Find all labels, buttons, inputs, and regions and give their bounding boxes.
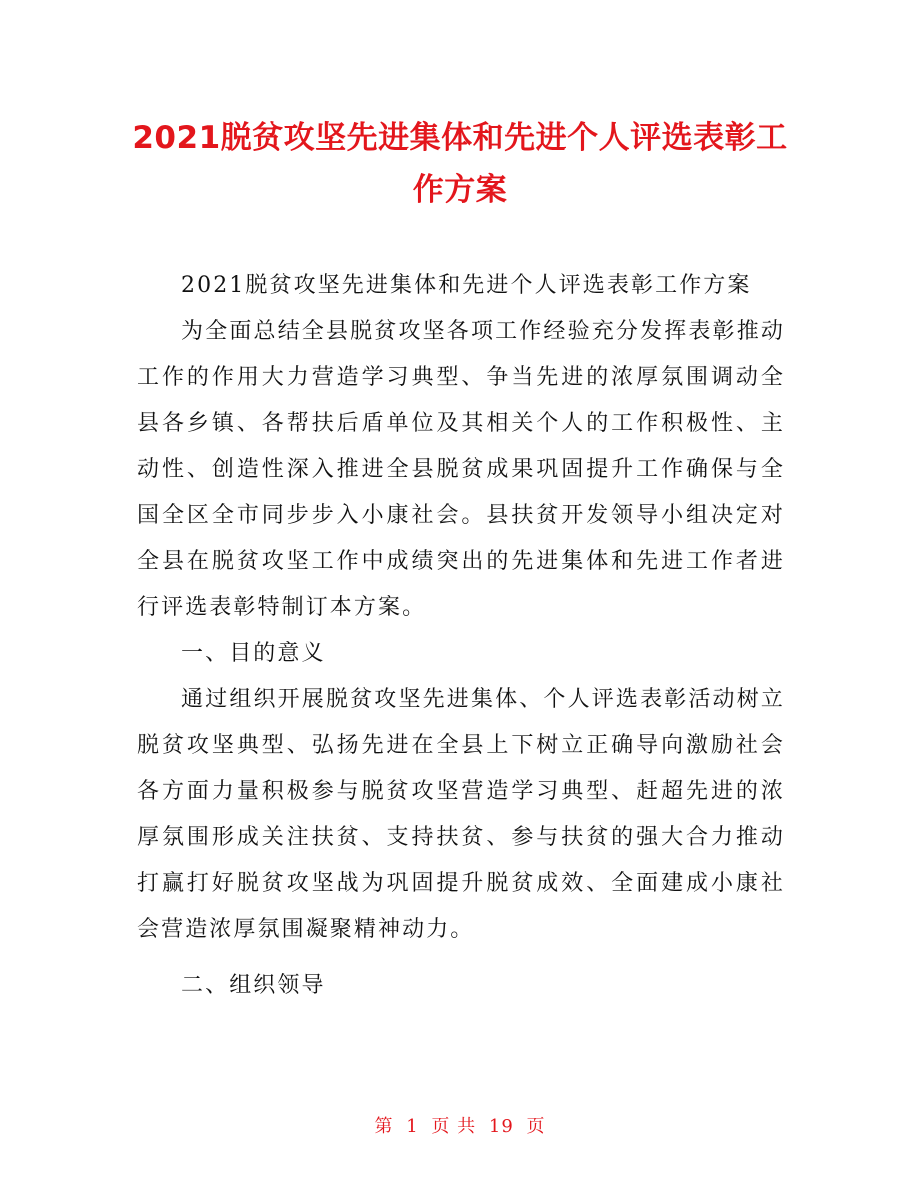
- subtitle-line: 2021脱贫攻坚先进集体和先进个人评选表彰工作方案: [181, 273, 752, 298]
- page-title: 2021脱贫攻坚先进集体和先进个人评选表彰工作方案: [132, 120, 788, 208]
- footer-suffix: 页: [526, 1116, 546, 1137]
- section-heading-organization: 二、组织领导: [181, 973, 326, 998]
- footer-prefix: 第: [374, 1116, 394, 1137]
- page-footer: [0, 1112, 920, 1138]
- footer-total-pages: 19: [488, 1116, 514, 1137]
- intro-paragraph: 为全面总结全县脱贫攻坚各项工作经验充分发挥表彰推动工作的作用大力营造学习典型、争当先进的浓厚氛围调动全县各乡镇、各帮扶后盾单位及其相关个人的工作积极性、主动性、创造性深入推进全县脱贫成果巩固提升工作确保与全国全区全市同步步入小康社会。县扶贫开发领导小组决定对全县在脱贫攻坚工作中成绩突出的先进集体和先进工作者进行评选表彰特制订本方案。: [137, 319, 785, 620]
- purpose-paragraph: 通过组织开展脱贫攻坚先进集体、个人评选表彰活动树立脱贫攻坚典型、弘扬先进在全县上下树立正确导向激励社会各方面力量积极参与脱贫攻坚营造学习典型、赶超先进的浓厚氛围形成关注扶贫、支持扶贫、参与扶贫的强大合力推动打赢打好脱贫攻坚战为巩固提升脱贫成效、全面建成小康社会营造浓厚氛围凝聚精神动力。: [137, 687, 785, 942]
- footer-middle: 页 共: [431, 1116, 477, 1137]
- document-body: [137, 263, 785, 1009]
- section-heading-purpose: 一、目的意义: [181, 641, 326, 666]
- footer-current-page: 1: [406, 1116, 419, 1137]
